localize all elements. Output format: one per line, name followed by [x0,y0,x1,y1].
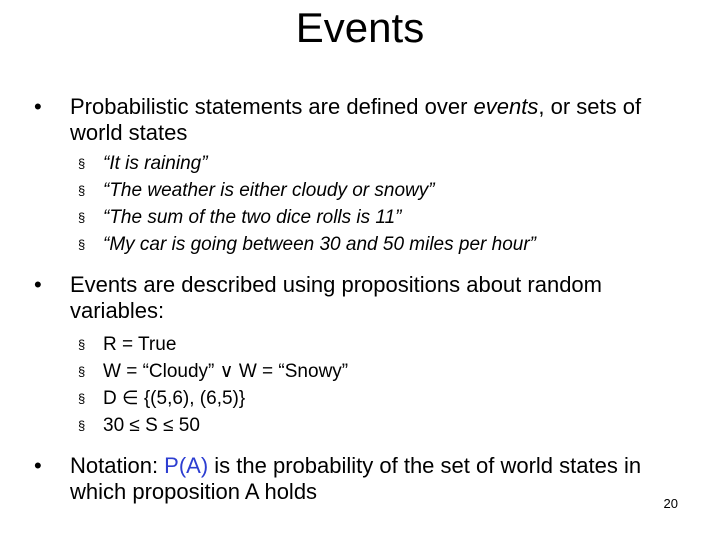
list-item [78,231,698,258]
bullet-notation [34,453,684,505]
list-item [78,385,698,412]
page-number: 20 [663,496,678,511]
example-events-list [78,150,698,258]
list-item [78,204,698,231]
bullet-text-part: Notation: [70,453,165,478]
list-item-text: W = “Cloudy” ∨ W = “Snowy” [103,361,349,382]
list-item [78,177,698,204]
sub-bullet-marker: § [78,183,86,198]
list-item-text: D ∈ {(5,6), (6,5)} [103,388,246,409]
list-item-text: “My car is going between 30 and 50 miles per hour” [103,234,537,255]
list-item [78,412,698,439]
sub-bullet-marker: § [78,391,86,406]
sub-bullet-marker: § [78,237,86,252]
bullet-text-emphasis: events [473,94,539,119]
list-item-text: R = True [103,334,177,355]
list-item [78,358,698,385]
list-item [78,331,698,358]
bullet-text-part: is the probability of the set of world states in which proposition A holds [70,453,642,504]
bullet-events-definition [34,94,684,146]
bullet-marker: • [34,94,42,119]
bullet-text: Events are described using propositions about random variables: [70,272,602,323]
proposition-examples-list [78,331,698,439]
bullet-text-part: Probabilistic statements are defined over [70,94,474,119]
bullet-text [70,453,684,505]
list-item-text: “It is raining” [103,153,208,174]
notation-highlight: P(A) [164,453,209,478]
list-item [78,150,698,177]
slide-title: Events [295,4,425,51]
sub-bullet-marker: § [78,418,86,433]
sub-bullet-marker: § [78,337,86,352]
sub-bullet-marker: § [78,156,86,171]
bullet-marker: • [34,272,42,297]
list-item-text: 30 ≤ S ≤ 50 [103,415,200,436]
list-item-text: “The weather is either cloudy or snowy” [103,180,435,201]
bullet-marker: • [34,453,42,478]
bullet-text-part: , or sets of world states [70,94,642,145]
bullet-propositions [34,272,684,324]
sub-bullet-marker: § [78,364,86,379]
sub-bullet-marker: § [78,210,86,225]
bullet-text [70,94,684,146]
list-item-text: “The sum of the two dice rolls is 11” [103,207,402,228]
